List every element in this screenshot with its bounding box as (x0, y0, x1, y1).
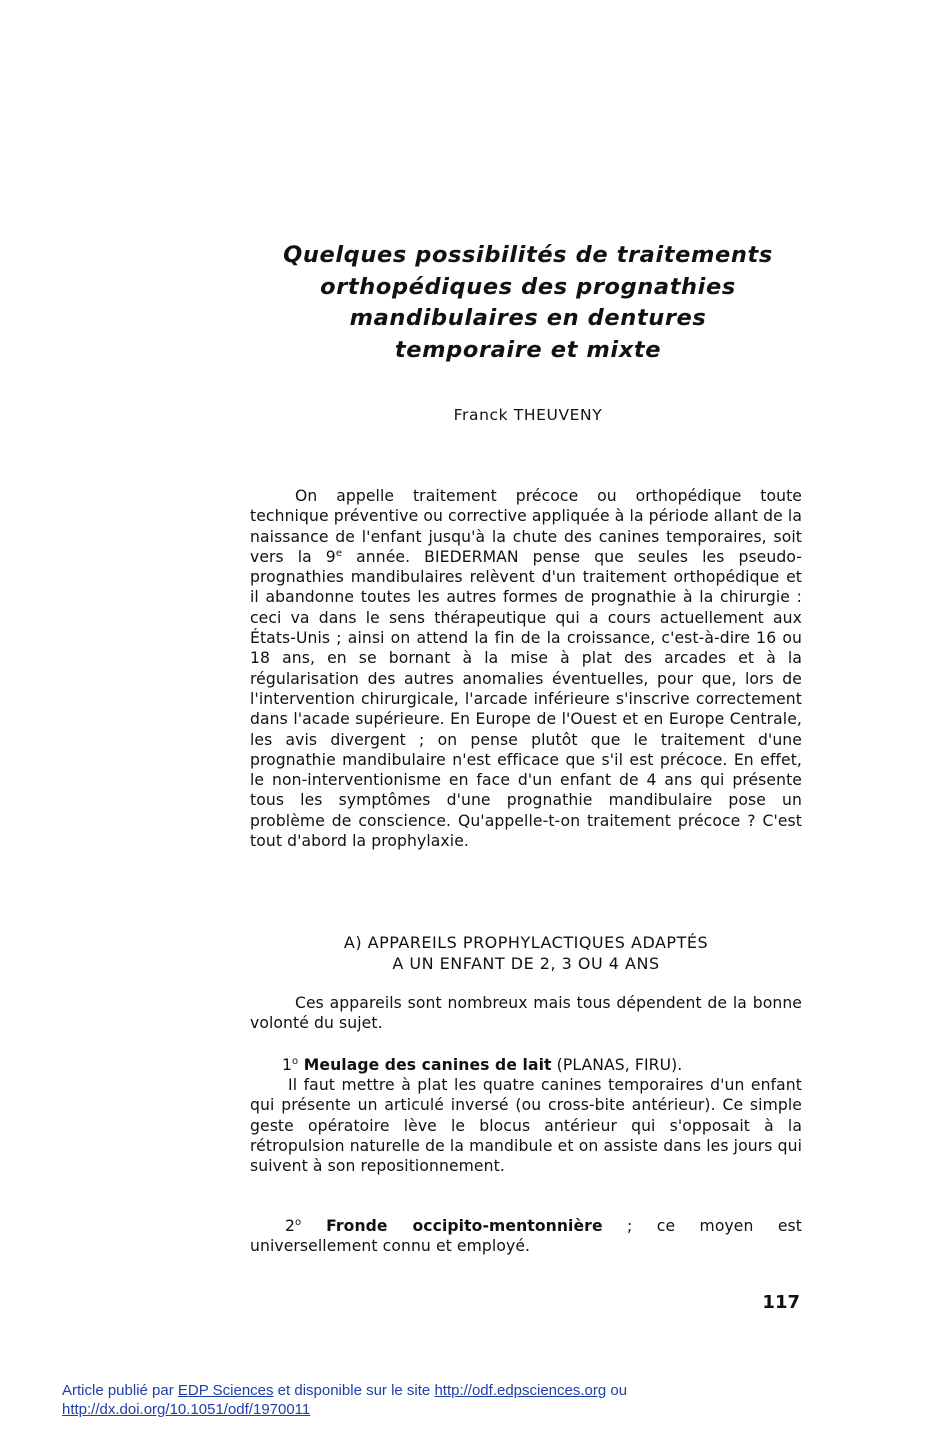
footer-prefix: Article publié par (62, 1382, 178, 1399)
footer-suffix: ou (606, 1382, 628, 1399)
intro-text-end: année. BIEDERMAN pense que seules les pseudo-prognathies mandibulaires relèvent d'un traitement orthopédique et il abandonne toutes les autres formes de prognathie à la chirurgie : ceci va dans le sens thérapeutique qui a cours actuellement aux États-Unis ; ainsi on attend la fin de la croissance, c'est-à-dire 16 ou 18 ans, en se bornant à la mise à plat des arcades et à la régularisation des autres anomalies éventuelles, pour que, lors de l'intervention chirurgicale, l'arcade inférieure s'inscrive correctement dans l'acade supérieure. En Europe de l'Ouest et en Europe Centrale, les avis divergent ; on pense plutôt que le traitement d'une prognathie mandibulaire n'est efficace que s'il est précoce. En effet, le non-interventionisme en face d'un enfant de 4 ans qui présente tous les symptômes d'une prognathie mandibulaire pose un problème de conscience. Qu'appelle-t-on traitement précoce ? C'est tout d'abord la prophylaxie. (250, 547, 803, 851)
intro-text-start: On appelle traitement précoce ou orthopédique toute technique préventive ou corrective appliquée à la période allant de la naissance de l'enfant jusqu'à la chute des canines temporaires, soit vers la 9 (250, 487, 802, 566)
section-heading-line: A UN ENFANT DE 2, 3 OU 4 ANS (392, 954, 660, 973)
intro-paragraph (250, 486, 802, 851)
item-1-ordinal: o (292, 1055, 299, 1067)
item-2-title-rest: ; ce moyen est universellement connu et employé. (250, 1217, 802, 1256)
item-1-title-rest: (PLANAS, FIRU). (551, 1056, 683, 1074)
section-paragraph: Ces appareils sont nombreux mais tous dépendent de la bonne volonté du sujet. (250, 994, 802, 1033)
section-heading-line: A) APPAREILS PROPHYLACTIQUES ADAPTÉS (343, 933, 709, 952)
item-2-ordinal: o (295, 1216, 302, 1228)
title-line: orthopédiques des prognathies (320, 273, 736, 300)
publication-footer (62, 1381, 822, 1419)
item-2-paragraph (250, 1216, 802, 1257)
doi-link[interactable]: http://dx.doi.org/10.1051/odf/1970011 (62, 1401, 311, 1418)
footer-middle: et disponible sur le site (273, 1382, 435, 1399)
item-1-title: Meulage des canines de lait (298, 1056, 552, 1074)
title-line: temporaire et mixte (394, 336, 662, 363)
site-link[interactable]: http://odf.edpsciences.org (434, 1382, 607, 1399)
title-line: Quelques possibilités de traitements (283, 242, 773, 268)
item-1-number: 1 (282, 1056, 293, 1074)
item-2-number: 2 (285, 1217, 296, 1235)
item-1-body: Il faut mettre à plat les quatre canines temporaires d'un enfant qui présente un articulé inversé (ou cross-bite antérieur). Ce simple geste opératoire lève le blocus antérieur qui s'opposait à la rétropulsion naturelle de la mandibule et on assiste dans les jours qui suivent à son repositionnement. (250, 1076, 802, 1176)
publisher-link[interactable]: EDP Sciences (177, 1382, 274, 1399)
item-2-title: Fronde occipito-mentonnière (301, 1217, 603, 1235)
page-number: 117 (762, 1292, 800, 1313)
title-line: mandibulaires en dentures (349, 305, 707, 331)
section-heading (250, 932, 802, 974)
item-1-heading (250, 1055, 802, 1075)
author-name: Franck THEUVENY (453, 406, 603, 424)
ordinal-superscript: e (335, 547, 343, 559)
article-title (248, 240, 808, 366)
